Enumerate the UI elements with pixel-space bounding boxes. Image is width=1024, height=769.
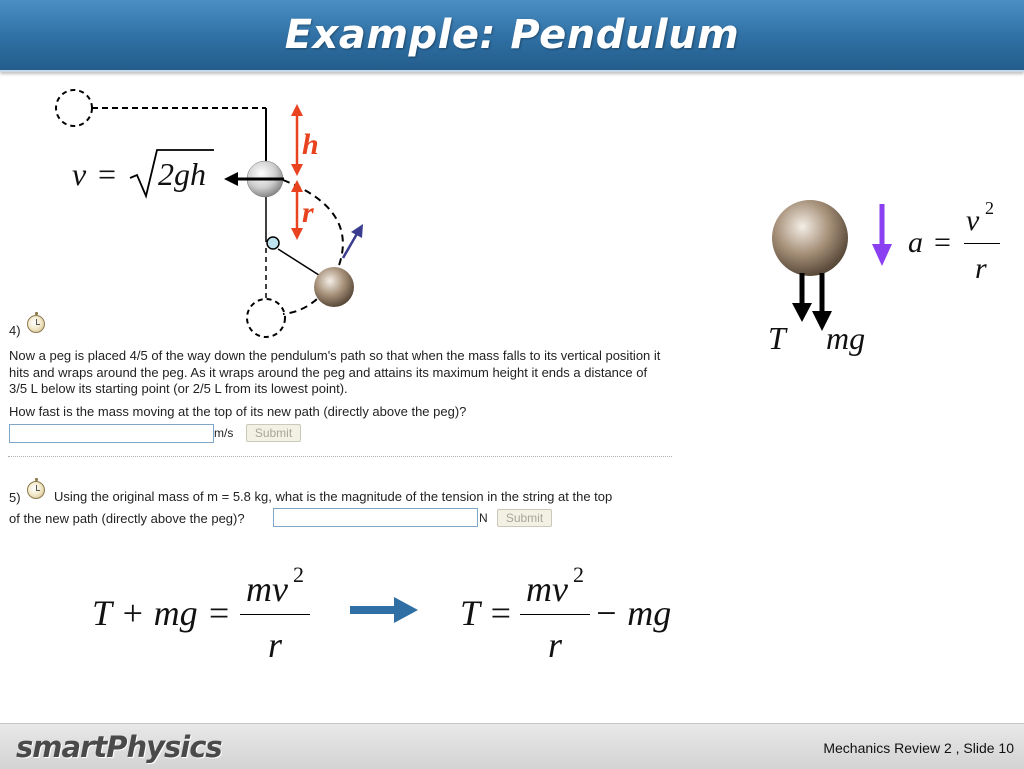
- question5-answer-input[interactable]: [273, 508, 478, 527]
- mass-on-arc: [314, 267, 354, 307]
- tension-label: T: [768, 320, 786, 356]
- smartphysics-logo: smartPhysics: [16, 730, 222, 764]
- question4-unit: m/s: [214, 426, 234, 440]
- question-divider: [8, 456, 672, 457]
- velocity-arrow-head: [224, 172, 238, 186]
- accel-numerator: v: [966, 204, 980, 237]
- implies-arrow: [348, 595, 420, 625]
- eq2-lhs: T =: [460, 593, 513, 633]
- question4-submit-button[interactable]: Submit: [246, 424, 301, 442]
- velocity-equals: =: [98, 156, 117, 192]
- pendulum-diagram: [0, 72, 680, 342]
- velocity-lhs: v: [72, 156, 87, 192]
- accel-exponent: 2: [985, 198, 994, 218]
- slide-title: Example: Pendulum: [284, 12, 740, 58]
- stopwatch-icon: [27, 315, 45, 333]
- question4-answer-input[interactable]: [9, 424, 214, 443]
- question4-description: Now a peg is placed 4/5 of the way down the pendulum's path so that when the mass falls to its vertical position it hits and wraps around the peg. As it wraps around the peg and attains its maximum height it ends a distance of 3/5 L below its starting point (or 2/5 L from its lowest point).: [9, 348, 661, 396]
- question4-prompt: How fast is the mass moving at the top of its new path (directly above the peg)?: [9, 404, 467, 419]
- h-label: h: [302, 128, 319, 161]
- question4-number: 4): [9, 323, 21, 338]
- footer-bar: [0, 723, 1024, 769]
- tangent-arrow: [343, 232, 358, 258]
- weight-label: mg: [826, 320, 866, 356]
- eq1-lhs: T + mg =: [92, 593, 231, 633]
- title-bar: [0, 0, 1024, 72]
- question5-unit: N: [479, 511, 488, 525]
- velocity-sqrt-body: 2gh: [158, 156, 206, 192]
- eq2-denominator: r: [548, 625, 563, 665]
- eq1-exponent: 2: [293, 562, 304, 587]
- eq2-exponent: 2: [573, 562, 584, 587]
- accel-equals: =: [934, 226, 951, 259]
- force-diagram: [760, 195, 880, 335]
- stopwatch-icon: [27, 481, 45, 499]
- question5-number: 5): [9, 490, 21, 505]
- question5-submit-button[interactable]: Submit: [497, 509, 552, 527]
- r-label: r: [302, 196, 314, 229]
- slide-caption: Mechanics Review 2 , Slide 10: [823, 740, 1014, 756]
- question5-prompt-line2: of the new path (directly above the peg)?: [9, 511, 245, 526]
- accel-denominator: r: [975, 252, 987, 285]
- r-arrow-top: [291, 180, 303, 192]
- eq1-denominator: r: [268, 625, 283, 665]
- accel-lhs: a: [908, 226, 923, 259]
- start-position-circle: [56, 90, 92, 126]
- question5-prompt-line1: Using the original mass of m = 5.8 kg, what is the magnitude of the tension in the string at the top: [54, 489, 613, 504]
- force-diagram-mass: [772, 200, 848, 276]
- eq1-numerator: mv: [246, 569, 288, 609]
- eq1-fraction-line: [240, 614, 310, 615]
- wrapped-string: [278, 249, 322, 277]
- accel-fraction-line: [964, 243, 1000, 244]
- h-arrow-top: [291, 104, 303, 116]
- eq2-numerator: mv: [526, 569, 568, 609]
- h-arrow-bottom: [291, 164, 303, 176]
- eq2-tail: − mg: [594, 593, 672, 633]
- peg: [267, 237, 279, 249]
- acceleration-arrow: [870, 202, 894, 268]
- eq2-fraction-line: [520, 614, 590, 615]
- lowest-position-circle: [247, 299, 285, 337]
- tension-arrow-head: [792, 303, 812, 322]
